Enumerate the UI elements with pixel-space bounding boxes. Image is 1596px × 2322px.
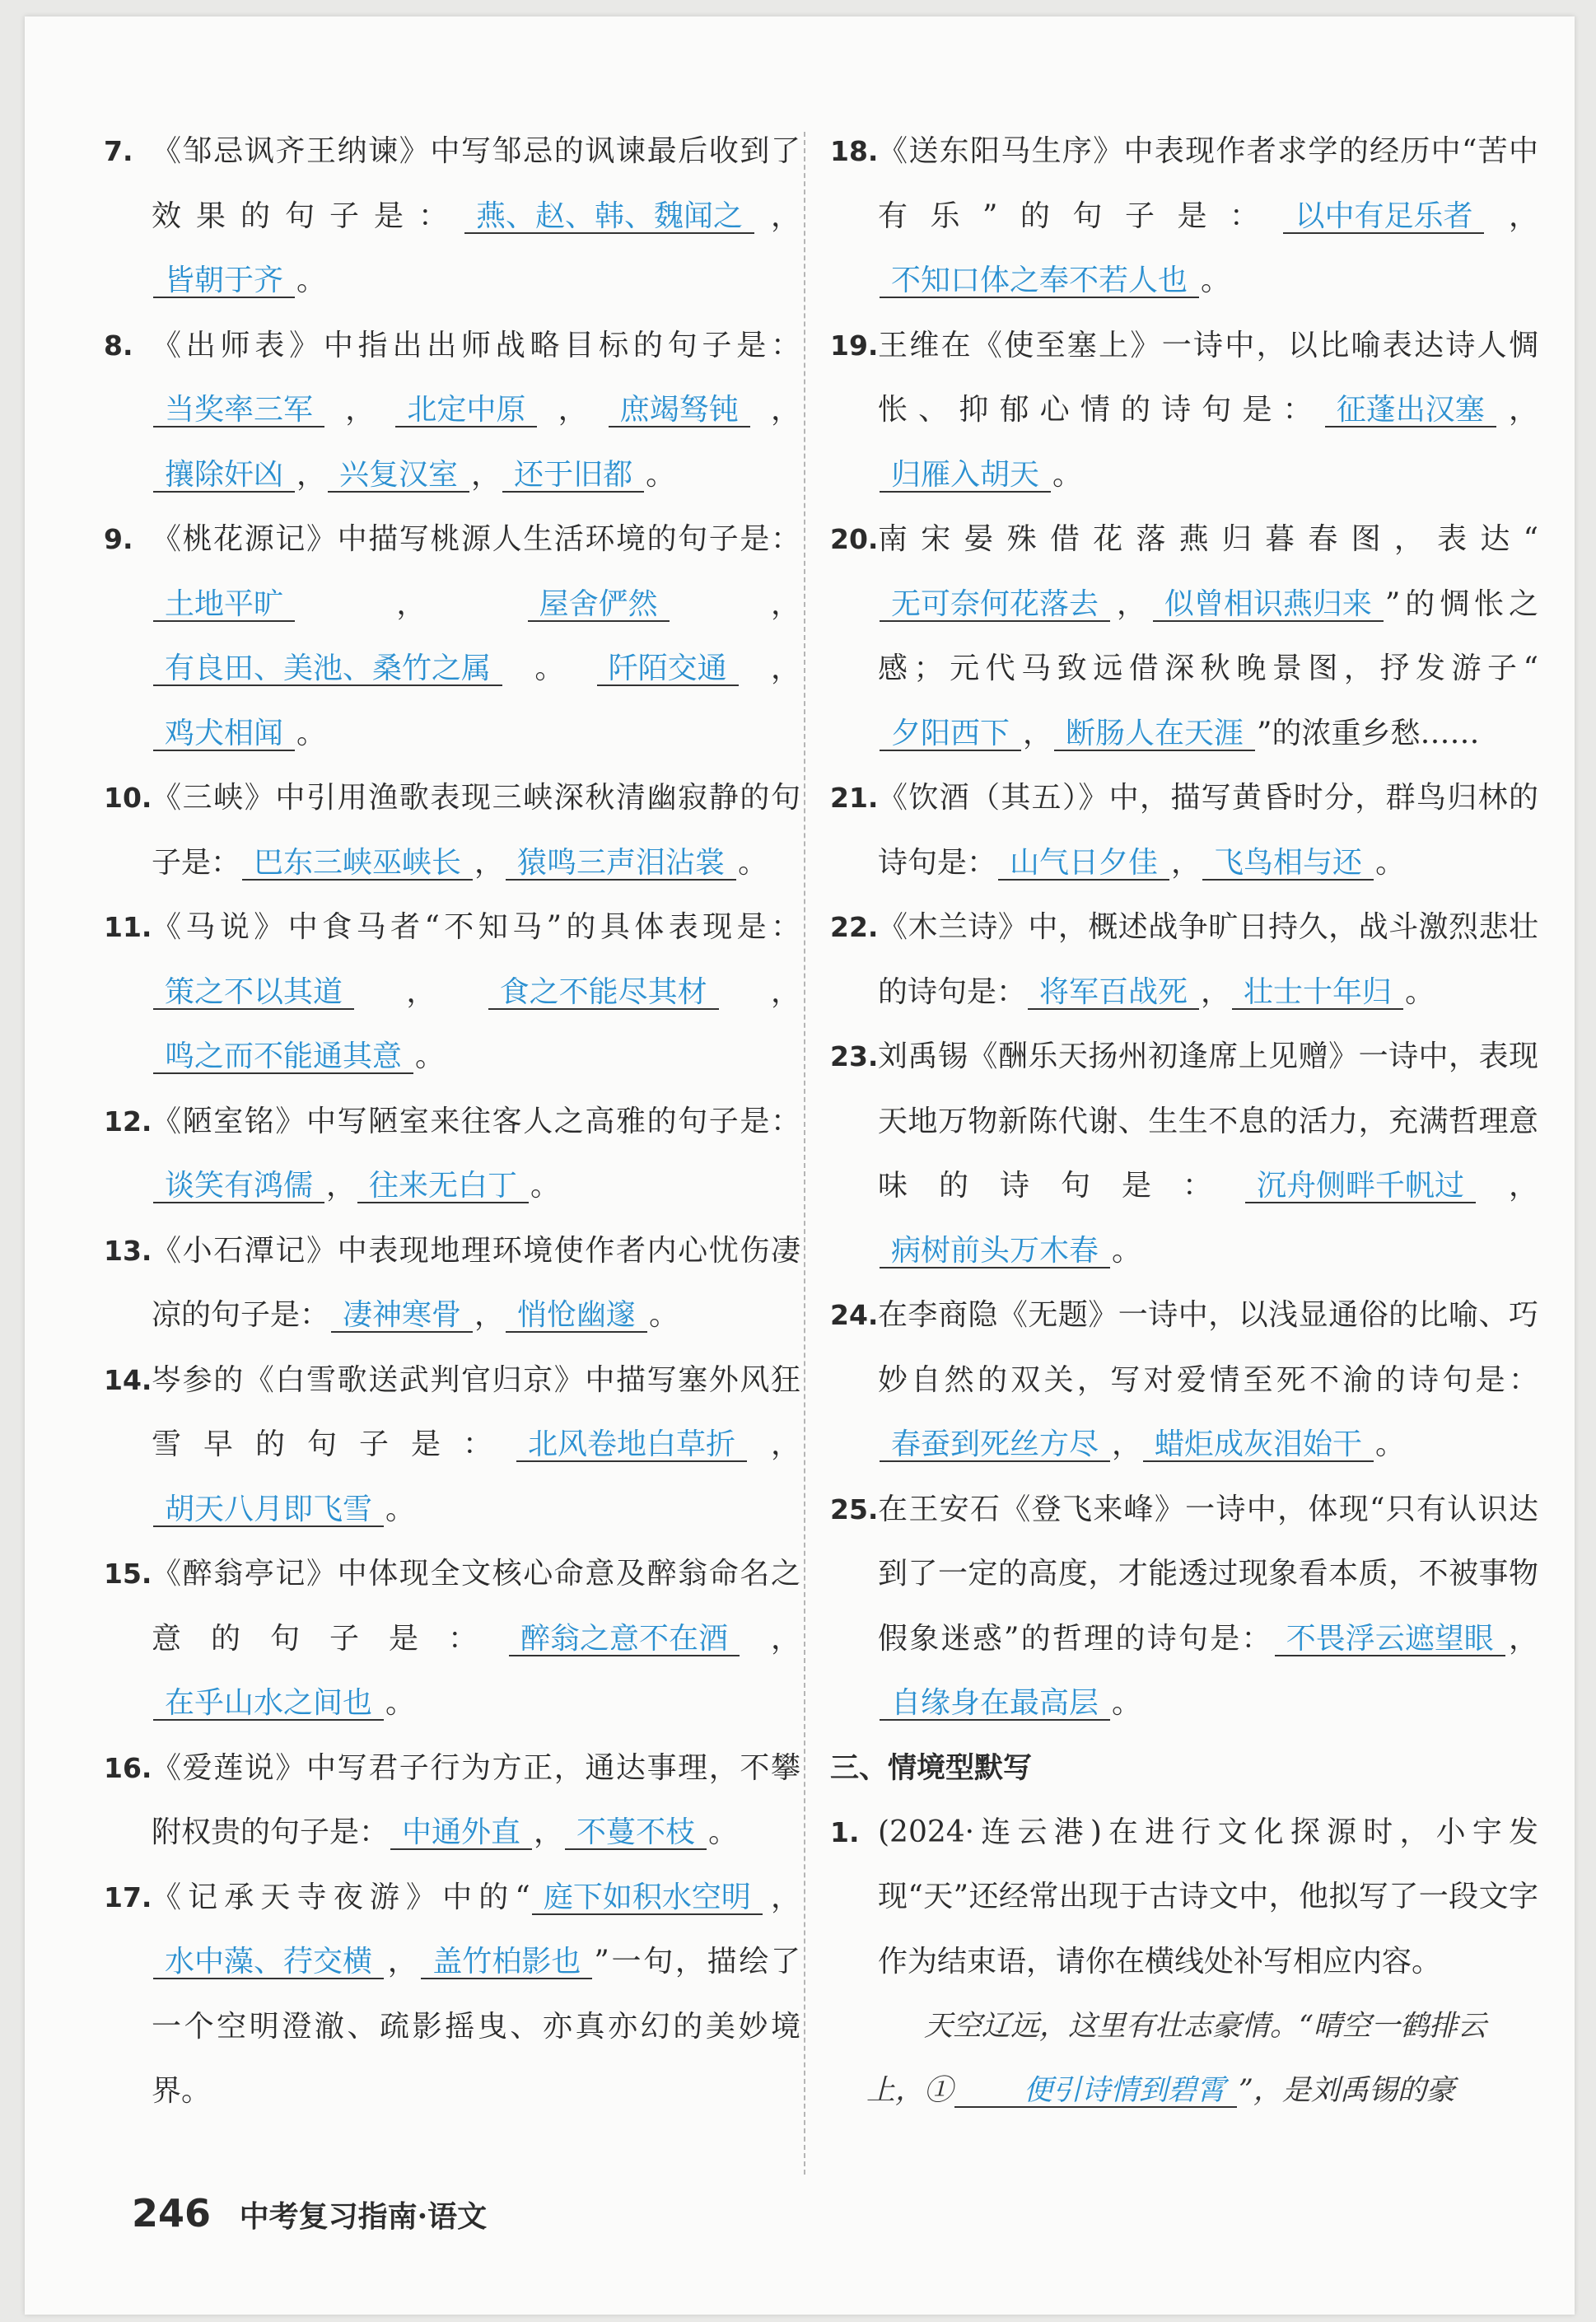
answer-fill: 食之不能尽其材 <box>488 977 719 1010</box>
question-text: 《三峡》中引用渔歌表现三峡深秋清幽寂静的句子是： 巴东三峡巫峡长 ， 猿鸣三声泪沾裳 。 <box>152 781 800 880</box>
answer-fill: 攘除奸凶 <box>153 460 295 493</box>
question-item <box>830 1025 1538 1283</box>
question-item <box>104 119 800 314</box>
page-number: 246 <box>132 2191 212 2236</box>
question-item <box>830 314 1538 508</box>
answer-fill: 在乎山水之间也 <box>153 1688 384 1721</box>
answer-fill: 无可奈何花落去 <box>880 589 1110 622</box>
answer-fill: 飞鸟相与还 <box>1202 848 1374 881</box>
left-column <box>104 119 800 2124</box>
answer-fill: 不蔓不枝 <box>565 1817 707 1850</box>
answer-fill: 土地平旷 <box>153 589 295 622</box>
right-column <box>830 119 1538 2123</box>
page <box>25 16 1575 2315</box>
answer-fill: 似曾相识燕归来 <box>1153 589 1384 622</box>
answer-fill: 阡陌交通 <box>597 653 739 686</box>
question-item <box>104 1542 800 1736</box>
answer-fill: 蜡炬成灰泪始干 <box>1143 1429 1374 1462</box>
question-item <box>830 119 1538 314</box>
answer-fill: 不知口体之奉不若人也 <box>880 265 1199 298</box>
question-item <box>830 895 1538 1025</box>
question-item <box>104 1090 800 1219</box>
question-number: 17. <box>104 1880 152 1913</box>
question-item <box>830 1478 1538 1736</box>
question-item <box>104 1866 800 2124</box>
answer-fill: 鸣之而不能通其意 <box>153 1041 413 1074</box>
answer-fill: 以中有足乐者 <box>1283 201 1484 234</box>
book-title: 中考复习指南·语文 <box>239 2199 488 2234</box>
question-number: 16. <box>104 1751 152 1784</box>
answer-fill: 断肠人在天涯 <box>1054 718 1255 751</box>
answer-fill: 鸡犬相闻 <box>153 718 295 751</box>
question-item <box>104 507 800 766</box>
question-item <box>104 1219 800 1348</box>
question-number: 24. <box>830 1299 879 1331</box>
answer-fill: 有良田、美池、桑竹之属 <box>153 653 502 686</box>
question-text: 《木兰诗》中，概述战争旷日持久，战斗激烈悲壮的诗句是： 将军百战死 ， 壮士十年归 。 <box>878 910 1538 1009</box>
answer-fill: 巴东三峡巫峡长 <box>242 848 473 881</box>
question-text: 在李商隐《无题》一诗中，以浅显通俗的比喻、巧妙自然的双关，写对爱情至死不渝的诗句是：春蚕到死丝方尽 ， 蜡炬成灰泪始干 。 <box>878 1298 1538 1461</box>
question-text: 王维在《使至塞上》一诗中，以比喻表达诗人惆怅、抑郁心情的诗句是： 征蓬出汉塞 ，归雁入胡天 。 <box>878 328 1538 492</box>
question-text: 《出师表》中指出出师战略目标的句子是：当奖率三军 ， 北定中原 ， 庶竭驽钝 ，攘除奸凶 ， 兴复汉室 ， 还于旧都 。 <box>152 328 800 492</box>
answer-fill: 猿鸣三声泪沾裳 <box>506 848 736 881</box>
question-number: 10. <box>104 782 152 814</box>
question-number: 21. <box>830 782 879 814</box>
question-text: 南宋晏殊借花落燕归暮春图，表达“无可奈何花落去 ， 似曾相识燕归来 ”的惆怅之感；元代马致远借深秋晚景图，抒发游子“夕阳西下 ， 断肠人在天涯 ”的浓重乡愁…… <box>878 522 1538 750</box>
answer-fill: 庶竭驽钝 <box>609 395 750 427</box>
question-item <box>104 895 800 1090</box>
question-number: 22. <box>830 911 879 943</box>
question-text: 《桃花源记》中描写桃源人生活环境的句子是：土地平旷 ， 屋舍俨然 ，有良田、美池、桑竹之属 。 阡陌交通 ，鸡犬相闻 。 <box>152 522 800 750</box>
column-divider <box>804 132 805 2175</box>
question-number: 13. <box>104 1234 152 1267</box>
answer-fill: 病树前头万木春 <box>880 1236 1110 1268</box>
question-number: 23. <box>830 1040 879 1072</box>
answer-fill: 春蚕到死丝方尽 <box>880 1429 1110 1462</box>
question-text: 刘禹锡《酬乐天扬州初逢席上见赠》一诗中，表现天地万物新陈代谢、生生不息的活力，充满哲理意味的诗句是： 沉舟侧畔千帆过 ，病树前头万木春 。 <box>878 1040 1538 1268</box>
answer-fill: 壮士十年归 <box>1232 977 1403 1010</box>
question-number: 8. <box>104 329 133 362</box>
question-text: 《记承天寺夜游》中的“ 庭下如积水空明 ，水中藻、荇交横 ， 盖竹柏影也 ”一句，描绘了一个空明澄澈、疏影摇曳、亦真亦幻的美妙境界。 <box>152 1880 800 2108</box>
answer-fill: 屋舍俨然 <box>528 589 670 622</box>
answer-fill: 北定中原 <box>395 395 537 427</box>
question-text: 在王安石《登飞来峰》一诗中，体现“只有认识达到了一定的高度，才能透过现象看本质，不被事物假象迷惑”的哲理的诗句是： 不畏浮云遮望眼 ，自缘身在最高层 。 <box>878 1492 1538 1720</box>
question-text: 《送东阳马生序》中表现作者求学的经历中“苦中有乐”的句子是： 以中有足乐者 ，不知口体之奉不若人也 。 <box>878 134 1538 297</box>
answer-fill: 燕、赵、韩、魏闻之 <box>464 201 754 234</box>
answer-fill: 谈笑有鸿儒 <box>153 1170 324 1203</box>
answer-fill: 山气日夕佳 <box>998 848 1169 881</box>
answer-fill: 将军百战死 <box>1028 977 1199 1010</box>
question-number: 7. <box>104 135 133 167</box>
question-number: 11. <box>104 911 152 943</box>
question-number: 15. <box>104 1558 152 1590</box>
question-number: 1. <box>830 1815 860 1848</box>
question-item <box>104 314 800 508</box>
question-text: 《爱莲说》中写君子行为方正，通达事理，不攀附权贵的句子是： 中通外直 ， 不蔓不枝 。 <box>152 1750 800 1849</box>
answer-fill: 归雁入胡天 <box>880 460 1051 493</box>
question-text: 《小石潭记》中表现地理环境使作者内心忧伤凄凉的句子是： 凄神寒骨 ， 悄怆幽邃 。 <box>152 1233 800 1332</box>
answer-fill: 水中藻、荇交横 <box>153 1946 384 1979</box>
section-title: 三、情境型默写 <box>830 1751 1033 1785</box>
answer-fill: 不畏浮云遮望眼 <box>1275 1624 1505 1656</box>
answer-fill: 自缘身在最高层 <box>880 1688 1110 1721</box>
answer-fill: 醉翁之意不在酒 <box>509 1624 740 1656</box>
situational-question <box>830 1801 1538 1995</box>
question-text: (2024·连云港)在进行文化探源时，小宇发现“天”还经常出现于古诗文中，他拟写了一段文字作为结束语，请你在横线处补写相应内容。 <box>878 1815 1538 1979</box>
passage-text: 天空辽远，这里有壮志豪情。“晴空一鹤排云上，① 便引诗情到碧霄 ”，是刘禹锡的豪 <box>866 2010 1486 2107</box>
question-text: 《饮酒（其五）》中，描写黄昏时分，群鸟归林的诗句是： 山气日夕佳 ， 飞鸟相与还 。 <box>878 781 1538 880</box>
question-number: 25. <box>830 1493 879 1525</box>
question-number: 14. <box>104 1363 152 1396</box>
question-text: 《邹忌讽齐王纳谏》中写邹忌的讽谏最后收到了效果的句子是： 燕、赵、韩、魏闻之 ，皆朝于齐 。 <box>152 134 800 297</box>
answer-fill: 征蓬出汉塞 <box>1325 395 1496 427</box>
question-number: 12. <box>104 1105 152 1138</box>
question-text: 岑参的《白雪歌送武判官归京》中描写塞外风狂雪早的句子是： 北风卷地白草折 ，胡天八月即飞雪 。 <box>152 1362 800 1526</box>
question-item <box>104 766 800 895</box>
answer-fill: 策之不以其道 <box>153 977 354 1010</box>
answer-fill: 便引诗情到碧霄 <box>954 2075 1237 2108</box>
answer-fill: 皆朝于齐 <box>153 265 295 298</box>
question-number: 18. <box>830 135 879 167</box>
question-item <box>830 507 1538 766</box>
answer-fill: 兴复汉室 <box>328 460 469 493</box>
answer-fill: 盖竹柏影也 <box>421 1946 592 1979</box>
question-item <box>830 1283 1538 1478</box>
question-number: 19. <box>830 329 879 362</box>
question-item <box>104 1348 800 1543</box>
answer-fill: 还于旧都 <box>502 460 644 493</box>
question-text: 《陋室铭》中写陋室来往客人之高雅的句子是：谈笑有鸿儒 ， 往来无白丁 。 <box>152 1104 800 1203</box>
answer-fill: 沉舟侧畔千帆过 <box>1245 1170 1476 1203</box>
answer-fill: 北风卷地白草折 <box>516 1429 747 1462</box>
answer-fill: 凄神寒骨 <box>331 1300 473 1333</box>
answer-fill: 往来无白丁 <box>357 1170 529 1203</box>
answer-fill: 当奖率三军 <box>153 395 324 427</box>
question-number: 20. <box>830 523 879 555</box>
answer-fill: 夕阳西下 <box>880 718 1021 751</box>
answer-fill: 庭下如积水空明 <box>532 1882 763 1915</box>
page-footer <box>132 2191 487 2236</box>
answer-fill: 中通外直 <box>390 1817 532 1850</box>
question-number: 9. <box>104 523 133 555</box>
question-item <box>104 1736 800 1866</box>
question-text: 《马说》中食马者“不知马”的具体表现是：策之不以其道 ， 食之不能尽其材 ，鸣之而不能通其意 。 <box>152 910 800 1073</box>
answer-fill: 悄怆幽邃 <box>506 1300 647 1333</box>
question-item <box>830 766 1538 895</box>
question-text: 《醉翁亭记》中体现全文核心命意及醉翁命名之意的句子是： 醉翁之意不在酒 ，在乎山水之间也 。 <box>152 1557 800 1720</box>
answer-fill: 胡天八月即飞雪 <box>153 1494 384 1527</box>
